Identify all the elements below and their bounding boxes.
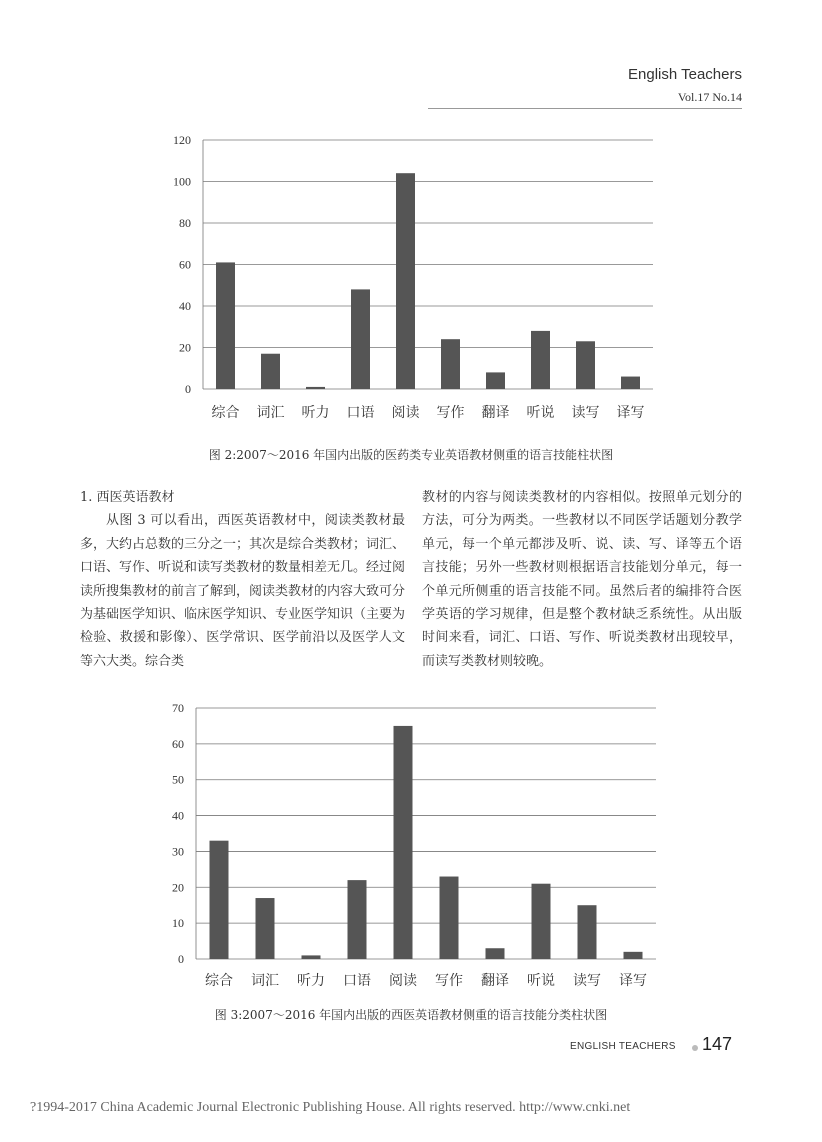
y-tick-label: 50 [172,772,184,787]
x-tick-label: 写作 [435,973,463,989]
y-tick-label: 60 [172,736,184,751]
x-tick-label: 翻译 [481,405,510,421]
bar-译写 [624,952,643,959]
x-tick-label: 口语 [346,405,375,421]
bar-口语 [351,289,370,389]
bar-chart-figure-2 [0,125,822,430]
x-tick-label: 综合 [205,973,233,989]
y-tick-label: 10 [172,916,184,931]
bar-读写 [576,341,595,389]
page-number: 147 [702,1034,733,1054]
x-tick-label: 写作 [436,405,465,421]
y-tick-label: 40 [172,808,184,823]
copyright-notice: ?1994-2017 China Academic Journal Electronic Publishing House. All rights reserved. http://www.cnki.net [30,1100,631,1115]
x-tick-label: 译写 [619,973,647,989]
bar-阅读 [396,173,415,389]
y-tick-label: 40 [179,299,191,313]
bar-听力 [306,387,325,389]
journal-title: English Teachers [628,66,742,83]
y-tick-label: 100 [173,174,191,189]
x-tick-label: 读写 [571,405,600,421]
y-tick-label: 20 [172,880,184,895]
y-tick-label: 120 [173,133,191,147]
bar-翻译 [486,372,505,389]
y-tick-label: 20 [179,340,191,355]
x-tick-label: 翻译 [481,973,509,989]
bar-chart-figure-3 [0,698,822,998]
bar-口语 [348,880,367,959]
bar-写作 [440,877,459,959]
x-tick-label: 词汇 [251,973,279,989]
bar-听力 [302,955,321,959]
bar-词汇 [256,898,275,959]
x-tick-label: 听说 [526,405,555,421]
bar-听说 [532,884,551,959]
x-tick-label: 译写 [616,405,645,421]
y-tick-label: 60 [179,257,191,272]
right-paragraph: 教材的内容与阅读类教材的内容相似。按照单元划分的方法，可分为两类。一些教材以不同医学话题划分教学单元，每一个单元都涉及听、说、读、写、译等五个语言技能；另外一些教材则根据语言技能划分单元，每一个单元所侧重的语言技能不同。虽然后者的编排符合医学英语的学习规律，但是整个教材缺乏系统性。从出版时间来看，词汇、口语、写作、听说类教材出现较早，而读写类教材则较晚。 [422,490,742,669]
x-tick-label: 听说 [527,973,555,989]
left-column [80,486,405,673]
x-tick-label: 听力 [301,405,330,421]
figure-3-caption: 图 3:2007～2016 年国内出版的西医英语教材侧重的语言技能分类柱状图 [214,1008,608,1022]
right-column [422,486,742,673]
footer-journal-label: ENGLISH TEACHERS [570,1041,676,1052]
figure-2-caption: 图 2:2007～2016 年国内出版的医药类专业英语教材侧重的语言技能柱状图 [208,448,614,462]
bar-阅读 [394,726,413,959]
header-rule [428,108,742,109]
bar-综合 [216,262,235,389]
y-tick-label: 0 [185,382,191,396]
chart-3-svg [0,698,822,998]
bar-译写 [621,377,640,389]
y-tick-label: 30 [172,844,184,859]
x-tick-label: 阅读 [391,405,420,421]
x-tick-label: 阅读 [389,973,417,989]
bar-写作 [441,339,460,389]
y-tick-label: 80 [179,216,191,230]
x-tick-label: 听力 [297,973,325,989]
bar-综合 [210,841,229,959]
y-tick-label: 0 [178,952,184,966]
volume-number: Vol.17 No.14 [677,90,742,104]
bar-读写 [578,905,597,959]
x-tick-label: 口语 [343,973,371,989]
bar-词汇 [261,354,280,389]
x-tick-label: 词汇 [256,405,285,421]
x-tick-label: 读写 [573,973,601,989]
footer-dot-icon [692,1045,698,1051]
chart-2-svg [0,125,822,430]
section-heading: 1. 西医英语教材 [80,490,175,505]
y-tick-label: 70 [172,701,184,715]
bar-听说 [531,331,550,389]
left-paragraph: 从图 3 可以看出，西医英语教材中，阅读类教材最多，大约占总数的三分之一；其次是综合类教材；词汇、口语、写作、听说和读写类教材的数量相差无几。经过阅读所搜集教材的前言了解到，阅读类教材的内容大致可分为基础医学知识、临床医学知识、专业医学知识（主要为检验、救援和影像）、医学常识、医学前沿以及医学人文等六大类。综合类 [80,513,406,669]
bar-翻译 [486,948,505,959]
x-tick-label: 综合 [211,405,240,421]
